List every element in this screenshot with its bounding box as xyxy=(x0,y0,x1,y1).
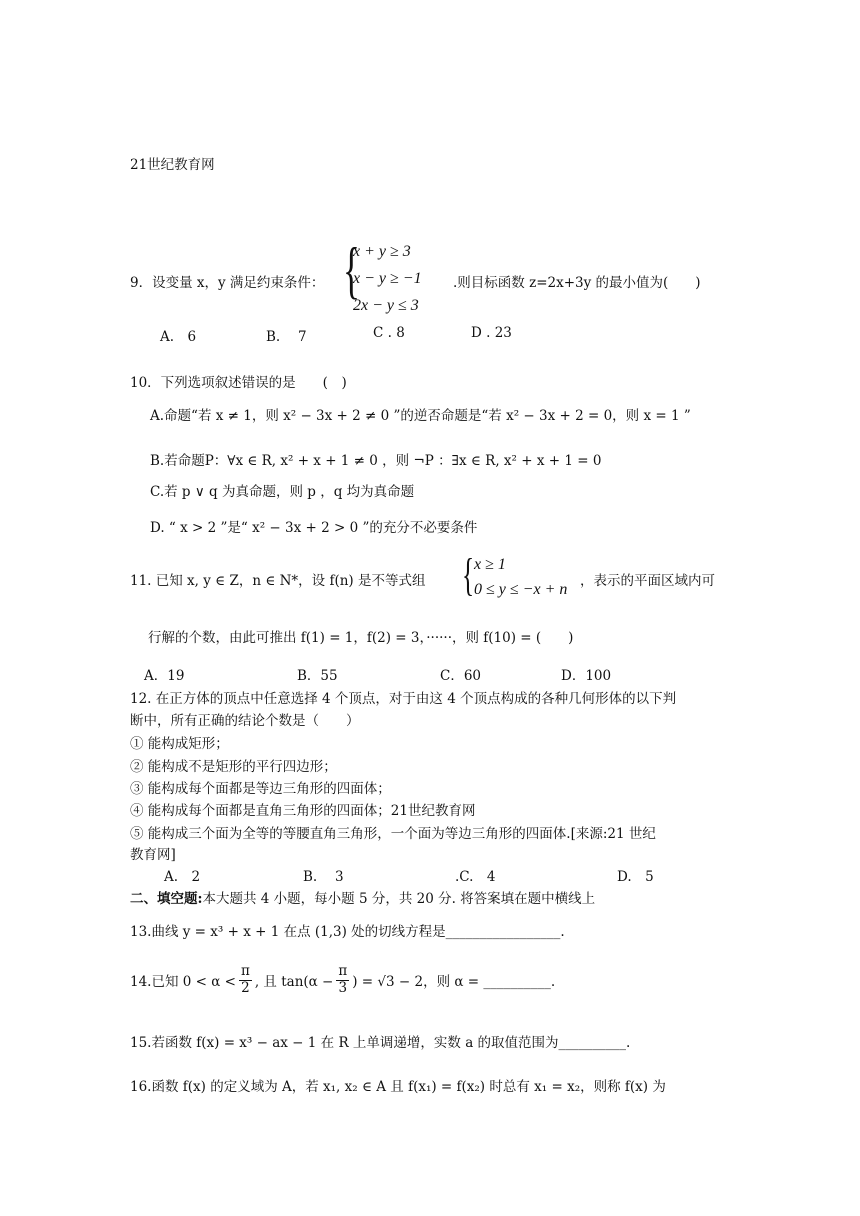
q12-stem-line1: 12. 在正方体的顶点中任意选择 4 个顶点，对于由这 4 个顶点构成的各种几何形体的以下判 xyxy=(130,691,677,707)
q14-frac1-numerator: π xyxy=(240,963,250,979)
source-text: 21世纪教育网 xyxy=(130,157,215,173)
section-label: 二、填空题: xyxy=(130,891,203,907)
q9-option-a: A. 6 xyxy=(160,329,197,345)
q11-option-d: D．100 xyxy=(561,668,612,684)
section-heading xyxy=(130,887,595,907)
q11-option-c: C．60 xyxy=(440,668,482,684)
q11-line2: 行解的个数，由此可推出 f(1) = 1，f(2) = 3，······，则 f(10) = ( ) xyxy=(148,630,574,646)
q9-constraint-3: 2x − y ≤ 3 xyxy=(353,297,419,314)
q10-option-a: A.命题“若 x ≠ 1，则 x² − 3x + 2 ≠ 0 ”的逆否命题是“若 x² − 3x + 2 = 0，则 x = 1 ” xyxy=(150,408,691,424)
q12-option-b: B. 3 xyxy=(303,869,344,885)
q12-item-4: ④ 能构成每个面都是直角三角形的四面体；21世纪教育网 xyxy=(130,803,476,819)
question-14 xyxy=(130,965,555,995)
q11-constraints xyxy=(474,552,567,602)
q14-frac1-denominator: 2 xyxy=(241,979,250,996)
q11-option-a: A．19 xyxy=(144,668,185,684)
q12-item-5: ⑤ 能构成三个面为全等的等腰直角三角形，一个面为等边三角形的四面体.[来源:21 世纪 xyxy=(130,826,656,842)
section-instructions: 本大题共 4 小题，每小题 5 分，共 20 分. 将答案填在题中横线上 xyxy=(202,891,596,907)
q12-item-2: ② 能构成不是矩形的平行四边形； xyxy=(130,759,337,775)
q12-stem-line2: 断中，所有正确的结论个数是（ ） xyxy=(130,713,360,729)
q11-prefix: 11. 已知 x, y ∈ Z，n ∈ N*，设 f(n) 是不等式组 xyxy=(130,573,426,589)
q12-option-c: .C. 4 xyxy=(455,869,496,885)
question-13: 13.曲线 y = x³ + x + 1 在点 (1,3) 处的切线方程是_________________. xyxy=(130,924,565,940)
q14-suffix: ) = √3 − 2，则 α = __________. xyxy=(352,974,556,990)
q9-option-d: D . 23 xyxy=(471,325,512,341)
q9-constraints xyxy=(353,238,422,319)
question-15: 15.若函数 f(x) = x³ − ax − 1 在 R 上单调递增，实数 a 的取值范围为__________. xyxy=(130,1035,631,1051)
q11-option-b: B．55 xyxy=(297,668,338,684)
q9-option-c: C . 8 xyxy=(373,325,405,341)
q14-frac2-denominator: 3 xyxy=(338,979,348,996)
q9-constraint-1: x + y ≥ 3 xyxy=(353,243,411,260)
q12-item-3: ③ 能构成每个面都是等边三角形的四面体； xyxy=(130,781,391,797)
q12-option-d: D. 5 xyxy=(617,869,654,885)
q11-constraint-2: 0 ≤ y ≤ −x + n xyxy=(474,581,568,598)
q14-fraction-pi-over-2 xyxy=(239,965,252,995)
q9-suffix: .则目标函数 z=2x+3y 的最小值为( ) xyxy=(453,275,701,291)
q10-option-d: D. “ x > 2 ”是“ x² − 3x + 2 > 0 ”的充分不必要条件 xyxy=(150,520,478,536)
q9-brace: { xyxy=(343,234,360,305)
q12-item-5-cont: 教育网] xyxy=(130,847,176,863)
q11-constraint-1: x ≥ 1 xyxy=(474,556,506,573)
q14-fraction-pi-over-3 xyxy=(336,965,349,995)
q14-frac2-numerator: π xyxy=(338,963,348,979)
q14-prefix: 14.已知 0 < α < xyxy=(130,974,236,990)
q10-option-b: B.若命题P：∀x ∈ R, x² + x + 1 ≠ 0 ，则 ¬P ：∃x ∈ R, x² + x + 1 = 0 xyxy=(150,453,602,469)
q11-suffix: ，表示的平面区域内可 xyxy=(580,573,715,589)
q11-brace: { xyxy=(462,549,475,600)
question-16: 16.函数 f(x) 的定义域为 A，若 x₁, x₂ ∈ A 且 f(x₁) = f(x₂) 时总有 x₁ = x₂，则称 f(x) 为 xyxy=(130,1079,666,1095)
q14-mid: , 且 tan(α − xyxy=(254,974,334,990)
q9-constraint-2: x − y ≥ −1 xyxy=(353,270,422,287)
q12-item-1: ① 能构成矩形； xyxy=(130,736,229,752)
q9-prefix: 9．设变量 x，y 满足约束条件： xyxy=(130,275,325,291)
q10-stem: 10．下列选项叙述错误的是 ( ) xyxy=(130,375,347,391)
q12-option-a: A. 2 xyxy=(164,869,201,885)
q10-option-c: C.若 p ∨ q 为真命题，则 p ，q 均为真命题 xyxy=(150,484,415,500)
q9-option-b: B. 7 xyxy=(266,329,307,345)
